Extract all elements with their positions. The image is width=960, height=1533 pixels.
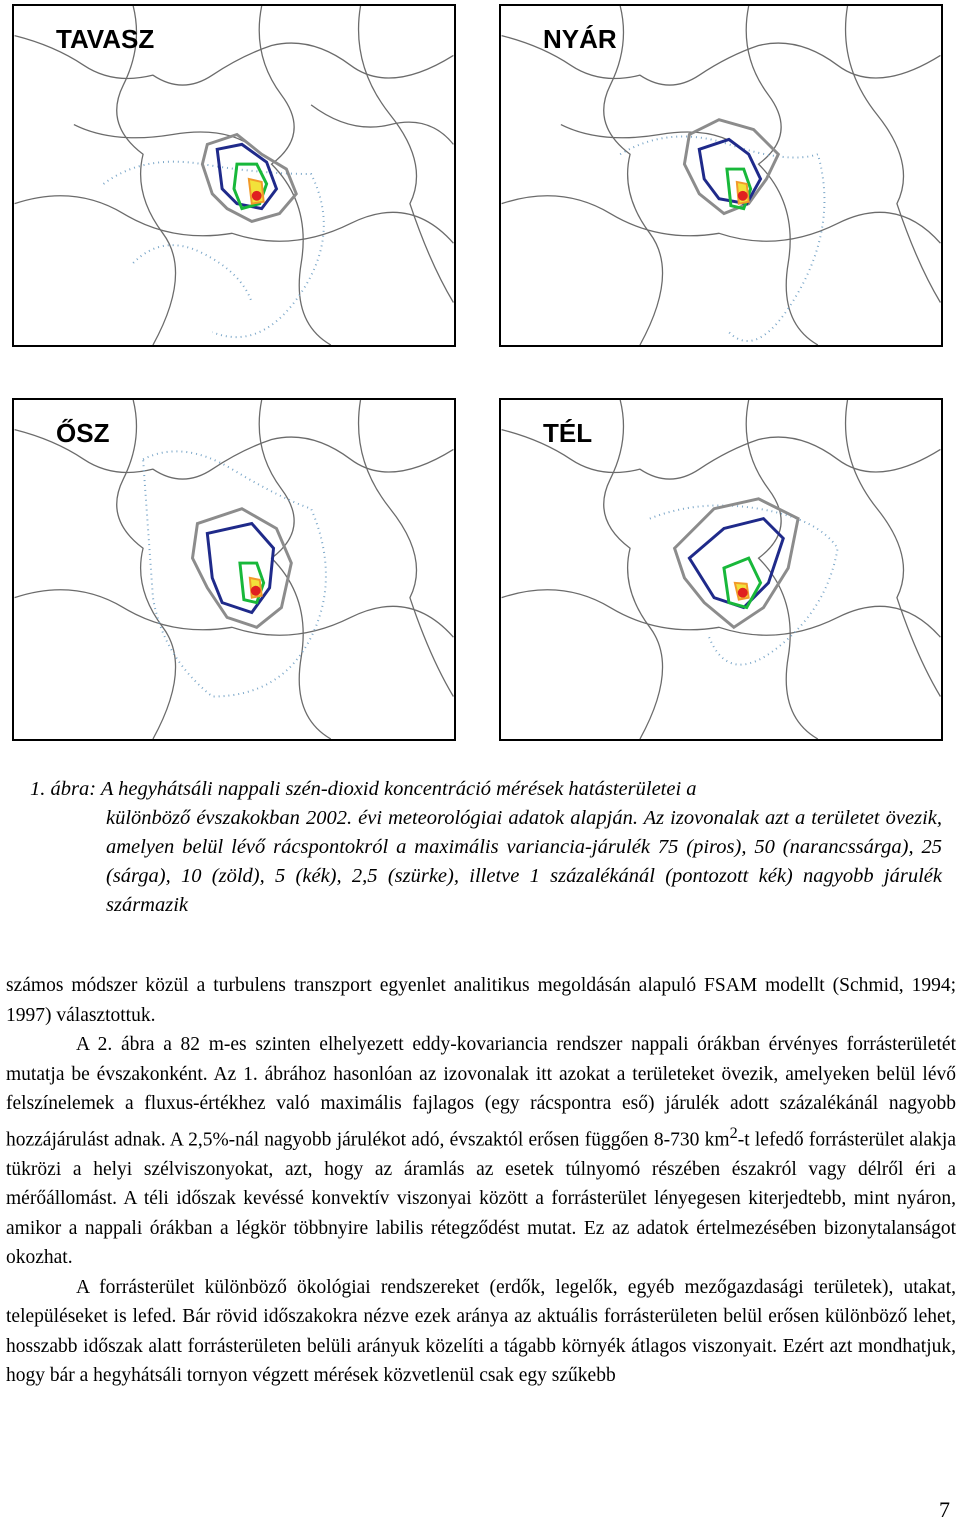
map-winter-svg — [501, 400, 941, 739]
map-label-summer: NYÁR — [543, 24, 617, 54]
map-autumn-svg — [14, 400, 454, 739]
map-label-spring: TAVASZ — [56, 24, 155, 54]
map-label-autumn: ŐSZ — [56, 418, 110, 448]
paragraph-2-post: -t lefedő forrásterület alakja tükrözi a helyi szélviszonyokat, azt, hogy az áramlás az esetek túlnyomó részében északról vagy délről éri a mérőállomást. A téli időszak kevéssé konvektív viszonyai között a forrásterület lényegesen kiterjedtebb, mint nyáron, amikor a nappali órákban a légkör többnyire labilis rétegződést mutat. Ez az adatok értelmezésében bizonytalanságot okozhat. — [6, 1129, 957, 1268]
paragraph-2 — [6, 1030, 956, 1273]
body-text — [6, 971, 956, 1391]
caption-first-line — [30, 775, 942, 804]
page-number: 7 — [939, 1497, 950, 1522]
figure-caption — [30, 775, 942, 920]
caption-body: különböző évszakokban 2002. évi meteorológiai adatok alapján. Az izovonalak azt a területet övezik, amelyen belül lévő rácspontokról a maximális variancia-járulék 75 (piros), 50 (narancssárga), 25 (sárga), 10 (zöld), 5 (kék), 2,5 (szürke), illetve 1 százalékánál (pontozott kék) nagyobb járulék származik — [106, 807, 942, 916]
map-panel-spring — [12, 4, 456, 347]
map-label-winter: TÉL — [543, 418, 593, 448]
map-panel-winter — [499, 398, 943, 741]
map-summer-svg — [501, 6, 941, 345]
map-panel-summer — [499, 4, 943, 347]
paragraph-1: számos módszer közül a turbulens transzport egyenlet analitikus megoldásán alapuló FSAM modellt (Schmid, 1994; 1997) választottuk. — [6, 975, 956, 1026]
paragraph-2-pre: A 2. ábra a 82 m-es szinten elhelyezett eddy-kovariancia rendszer nappali órákban érvényes forrásterületét mutatja be évszakonként. Az 1. ábrához hasonlóan az izovonalak itt azokat a területeket övezik, amelyeken belül lévő felszínelemek a fluxus-értékhez való maximális fajlagos (egy rácspontra eső) járulék adott százalékánál nagyobb hozzájárulást adnak. A 2,5%-nál nagyobb járulékot adó, évszaktól erősen függően 8-730 km — [6, 1034, 956, 1150]
caption-first-text: A hegyhátsáli nappali szén-dioxid koncentráció mérések hatásterületei a — [100, 778, 697, 800]
map-panel-autumn — [12, 398, 456, 741]
paragraph-3: A forrásterület különböző ökológiai rendszereket (erdők, legelők, egyéb mezőgazdasági területek), utakat, településeket is lefed. Bár rövid időszakokra nézve ezek aránya az aktuális forrásterületen belül erősen különböző lehet, hosszabb időszak alatt forrásterületen belüli arányuk közelíti a tágabb környék átlagos viszonyait. Ezért azt mondhatjuk, hogy bár a hegyhátsáli tornyon végzett mérések közvetlenül csak egy szűkebb — [6, 1276, 956, 1386]
map-spring-svg — [14, 6, 454, 345]
caption-number: 1. ábra: — [30, 778, 97, 800]
superscript-2: 2 — [729, 1123, 738, 1142]
